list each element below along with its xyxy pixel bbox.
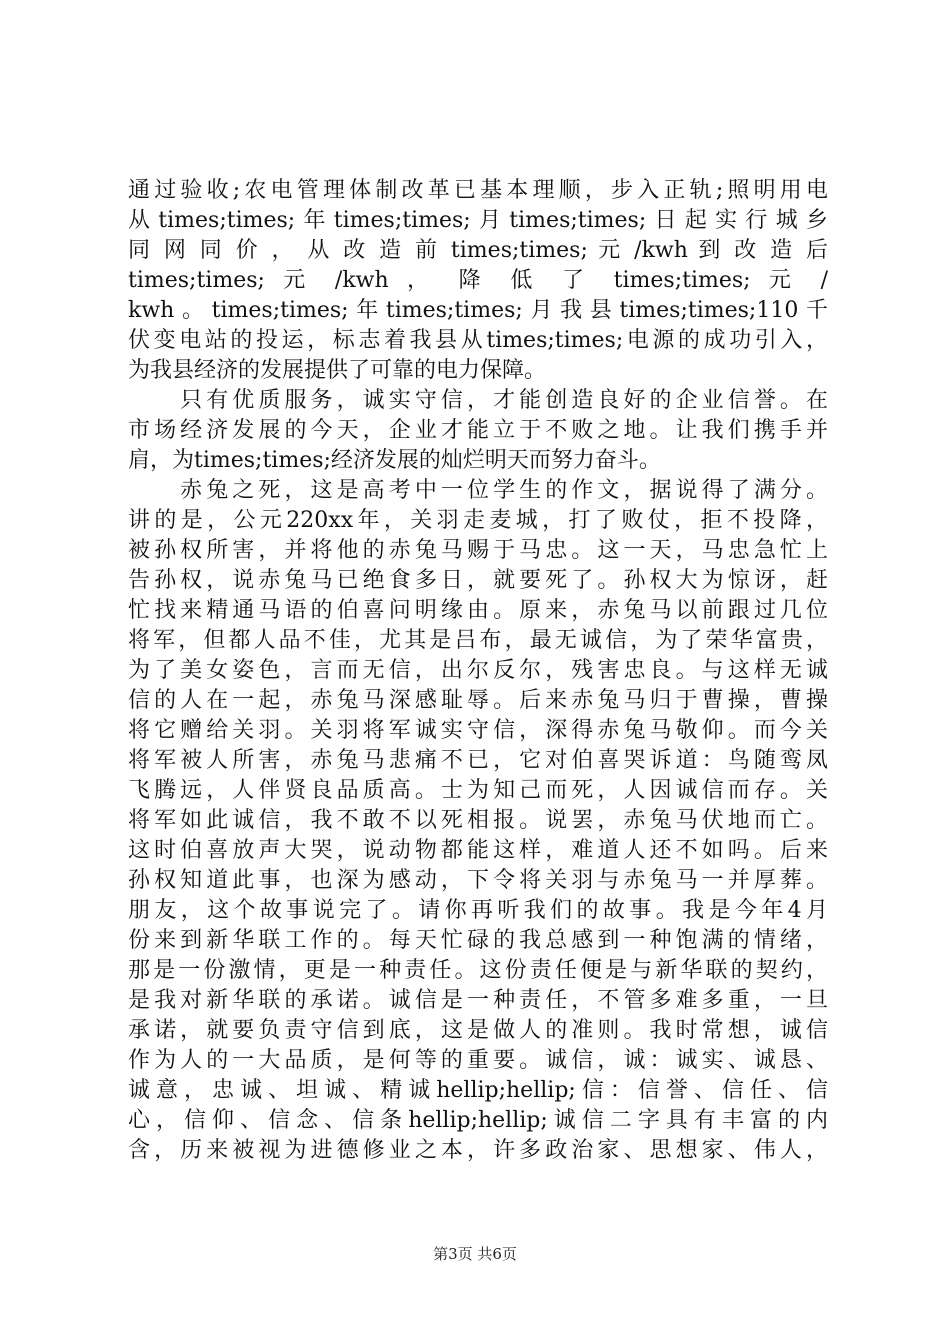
body-text (128, 176, 828, 1166)
text-line: 告孙权，说赤兔马已绝食多日，就要死了。孙权大为惊讶，赶 (128, 568, 828, 593)
text-line: 伏变电站的投运，标志着我县从times;times;电源的成功引入， (128, 328, 828, 353)
text-line: 为了美女姿色，言而无信，出尔反尔，残害忠良。与这样无诚 (128, 658, 828, 683)
text-line: 心，信仰、信念、信条hellip;hellip;诚信二字具有丰富的内 (128, 1108, 828, 1133)
text-line: 那是一份激情，更是一种责任。这份责任便是与新华联的契约， (128, 958, 828, 983)
text-line: 只有优质服务，诚实守信，才能创造良好的企业信誉。在 (128, 388, 828, 413)
text-line: 含，历来被视为进德修业之本，许多政治家、思想家、伟人， (128, 1138, 828, 1163)
text-line: 将军，但都人品不佳，尤其是吕布，最无诚信，为了荣华富贵， (128, 628, 828, 653)
text-line: 肩，为times;times;经济发展的灿烂明天而努力奋斗。 (128, 448, 661, 473)
text-line: 份来到新华联工作的。每天忙碌的我总感到一种饱满的情绪， (128, 928, 828, 953)
text-line: 讲的是，公元220xx年，关羽走麦城，打了败仗，拒不投降， (128, 508, 828, 533)
text-line: 这时伯喜放声大哭，说动物都能这样，难道人还不如吗。后来 (128, 838, 828, 863)
text-line: 孙权知道此事，也深为感动，下令将关羽与赤兔马一并厚葬。 (128, 868, 828, 893)
page-number-footer: 第3页 共6页 (433, 1245, 517, 1263)
text-line: 朋友，这个故事说完了。请你再听我们的故事。我是今年4月 (128, 898, 828, 923)
text-line: 飞腾远，人伴贤良品质高。士为知己而死，人因诚信而存。关 (128, 778, 828, 803)
text-line: 作为人的一大品质，是何等的重要。诚信，诚：诚实、诚恳、 (128, 1048, 828, 1073)
text-line: 承诺，就要负责守信到底，这是做人的准则。我时常想，诚信 (128, 1018, 828, 1043)
text-line: 将它赠给关羽。关羽将军诚实守信，深得赤兔马敬仰。而今关 (128, 718, 828, 743)
text-line: times;times; 元 /kwh ， 降 低 了 times;times; 元 / (128, 268, 828, 293)
text-line: 信的人在一起，赤兔马深感耻辱。后来赤兔马归于曹操，曹操 (128, 688, 828, 713)
text-line: kwh。times;times;年times;times;月我县times;times;110千 (128, 298, 828, 323)
text-line: 通过验收;农电管理体制改革已基本理顺，步入正轨;照明用电 (128, 178, 828, 203)
text-line: 是我对新华联的承诺。诚信是一种责任，不管多难多重，一旦 (128, 988, 828, 1013)
text-line: 将军被人所害，赤兔马悲痛不已，它对伯喜哭诉道：鸟随鸾凤 (128, 748, 828, 773)
text-line: 被孙权所害，并将他的赤兔马赐于马忠。这一天，马忠急忙上 (128, 538, 828, 563)
text-line: 从times;times;年times;times;月times;times;日起实行城乡 (128, 208, 828, 233)
text-line: 市场经济发展的今天，企业才能立于不败之地。让我们携手并 (128, 418, 828, 443)
text-line: 诚意，忠诚、坦诚、精诚hellip;hellip;信：信誉、信任、信 (128, 1078, 828, 1103)
text-line: 赤兔之死，这是高考中一位学生的作文，据说得了满分。 (128, 478, 828, 503)
text-line: 忙找来精通马语的伯喜问明缘由。原来，赤兔马以前跟过几位 (128, 598, 828, 623)
text-line: 同 网 同 价 ， 从 改 造 前 times;times; 元 /kwh 到 改 造 后 (128, 238, 828, 263)
text-line: 将军如此诚信，我不敢不以死相报。说罢，赤兔马伏地而亡。 (128, 808, 828, 833)
text-line: 为我县经济的发展提供了可靠的电力保障。 (128, 358, 547, 383)
